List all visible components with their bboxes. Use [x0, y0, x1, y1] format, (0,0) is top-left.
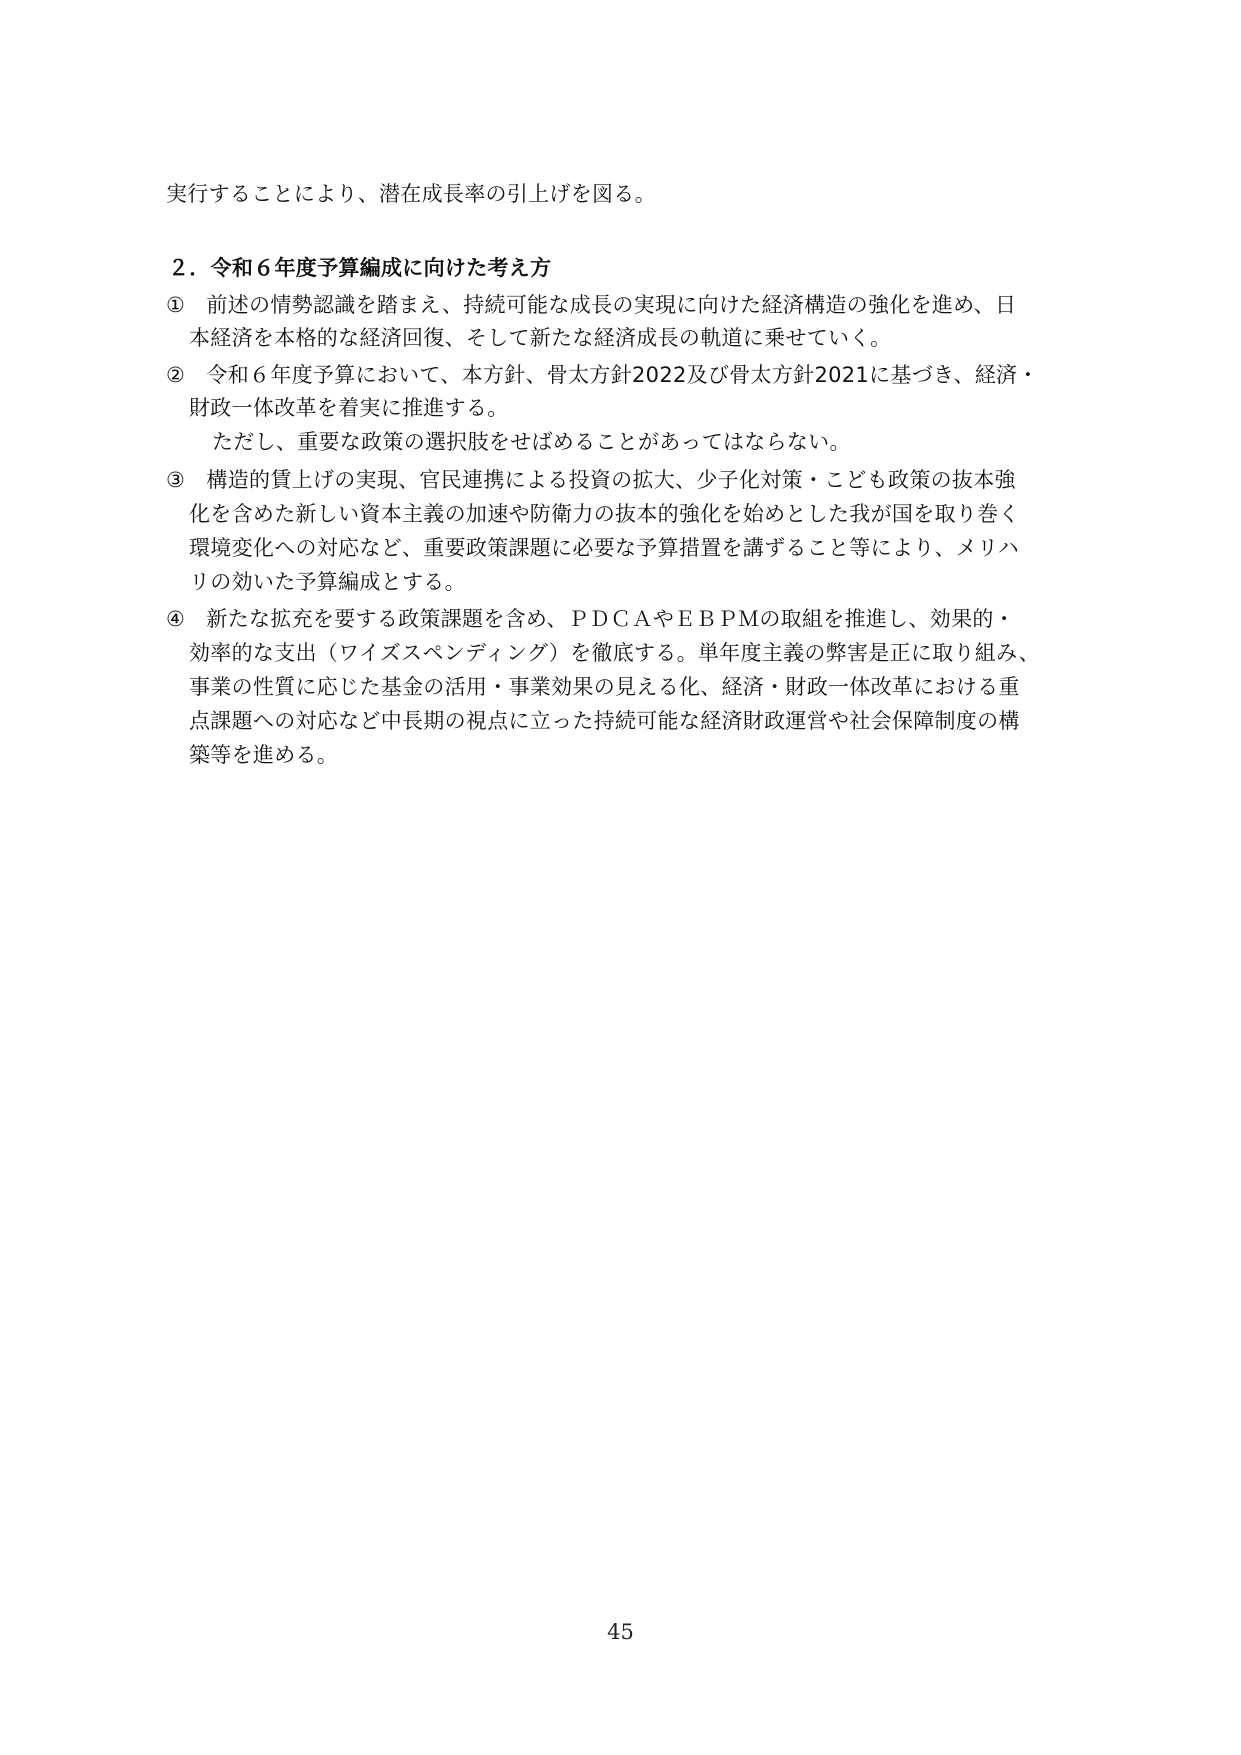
page-number: 45: [607, 1620, 634, 1644]
item-1-line-1: ① 前述の情勢認識を踏まえ、持続可能な成長の実現に向けた経済構造の強化を進め、日: [166, 293, 1017, 317]
item-4-line-5: 築等を進める。: [189, 743, 339, 767]
item-4-line-3: 事業の性質に応じた基金の活用・事業効果の見える化、経済・財政一体改革における重: [189, 675, 1020, 699]
item-3-line-3: 環境変化への対応など、重要政策課題に必要な予算措置を講ずること等により、メリハ: [189, 536, 1020, 560]
item-4-line-4: 点課題への対応など中長期の視点に立った持続可能な経済財政運営や社会保障制度の構: [189, 709, 1020, 733]
item-3-line-2: 化を含めた新しい資本主義の加速や防衛力の抜本的強化を始めとした我が国を取り巻く: [189, 502, 1020, 526]
item-3-line-4: リの効いた予算編成とする。: [189, 570, 466, 594]
item-1-line-2: 本経済を本格的な経済回復、そして新たな経済成長の軌道に乗せていく。: [189, 326, 892, 350]
item-2-line-1: ② 令和６年度予算において、本方針、骨太方針2022及び骨太方針2021に基づき、経済・: [166, 363, 1039, 387]
item-4-line-2: 効率的な支出（ワイズスペンディング）を徹底する。単年度主義の弊害是正に取り組み、: [189, 641, 1040, 665]
intro-line: 実行することにより、潜在成長率の引上げを図る。: [166, 182, 656, 206]
item-2-line-3: ただし、重要な政策の選択肢をせばめることがあってはならない。: [212, 430, 851, 454]
section-heading: ２．令和６年度予算編成に向けた考え方: [168, 256, 552, 280]
item-2-line-2: 財政一体改革を着実に推進する。: [189, 396, 509, 420]
item-4-line-1: ④ 新たな拡充を要する政策課題を含め、ＰＤＣＡやＥＢＰＭの取組を推進し、効果的・: [166, 607, 1015, 631]
item-3-line-1: ③ 構造的賃上げの実現、官民連携による投資の拡大、少子化対策・こども政策の抜本強: [166, 468, 1016, 492]
